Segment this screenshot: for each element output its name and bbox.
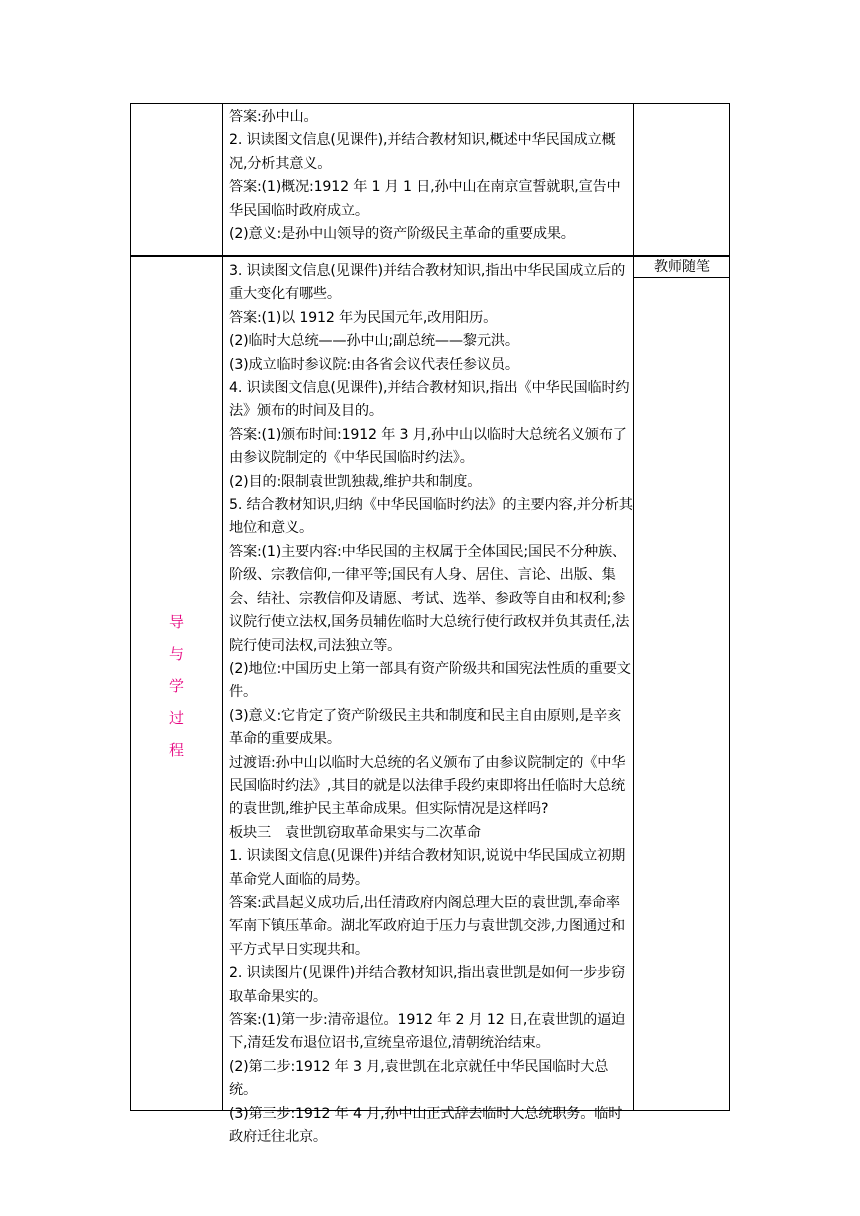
text-line: (3)意义:它肯定了资产阶级民主共和制度和民主自由原则,是辛亥革命的重要成果。: [229, 707, 622, 748]
text-line: 答案:(1)第一步:清帝退位。1912 年 2 月 12 日,在袁世凯的逼迫下,清廷发布退位诏书,宣统皇帝退位,清朝统治结束。: [229, 1012, 626, 1052]
text-line: (2)目的:限制袁世凯独裁,维护共和制度。: [229, 473, 482, 490]
text-line: 答案:(1)主要内容:中华民国的主权属于全体国民;国民不分种族、阶级、宗教信仰,一律平等;国民有人身、居住、言论、出版、集会、结社、宗教信仰及请愿、考试、选举、参政等自由和权利;参议院行使立法权,国务员辅佐临时大总统行使行政权并负其责任,法院行使司法权,司法独立等。: [229, 543, 630, 654]
text-line: (3)第三步:1912 年 4 月,孙中山正式辞去临时大总统职务。临时政府迁往北京。: [229, 1105, 623, 1146]
text-line: (2)意义:是孙中山领导的资产阶级民主革命的重要成果。: [229, 226, 575, 243]
text-line: 答案:孙中山。: [229, 109, 318, 125]
text-line: 2. 识读图片(见课件)并结合教材知识,指出袁世凯是如何一步步窃取革命果实的。: [229, 965, 626, 1005]
side-label-char: 与: [168, 645, 184, 663]
section-2-content: [229, 260, 633, 1149]
text-line: 答案:(1)颁布时间:1912 年 3 月,孙中山以临时大总统名义颁布了由参议院制定的《中华民国临时约法》。: [229, 426, 627, 467]
notes-header-divider: [633, 277, 730, 278]
side-label-char: 过: [168, 709, 184, 727]
section-heading: 板块三 袁世凯窃取革命果实与二次革命: [229, 824, 481, 841]
side-label-char: 学: [168, 677, 184, 695]
text-line: 答案:(1)概况:1912 年 1 月 1 日,孙中山在南京宣誓就职,宣告中华民国临时政府成立。: [229, 179, 621, 219]
text-line: 答案:(1)以 1912 年为民国元年,改用阳历。: [229, 309, 498, 326]
table-border-top: [130, 103, 730, 104]
text-line: 2. 识读图文信息(见课件),并结合教材知识,概述中华民国成立概况,分析其意义。: [229, 132, 616, 172]
text-line: (2)第二步:1912 年 3 月,袁世凯在北京就任中华民国临时大总统。: [229, 1058, 609, 1099]
text-line: 4. 识读图文信息(见课件),并结合教材知识,指出《中华民国临时约法》颁布的时间及目的。: [229, 380, 630, 420]
text-line: 过渡语:孙中山以临时大总统的名义颁布了由参议院制定的《中华民国临时约法》,其目的就是以法律手段约束即将出任临时大总统的袁世凯,维护民主革命成果。但实际情况是这样吗?: [229, 754, 626, 818]
side-label-char: 导: [168, 613, 184, 631]
side-label-char: 程: [168, 741, 184, 759]
teacher-notes-header: 教师随笔: [654, 259, 710, 275]
text-line: 3. 识读图文信息(见课件)并结合教材知识,指出中华民国成立后的重大变化有哪些。: [229, 263, 626, 303]
text-line: (2)临时大总统——孙中山;副总统——黎元洪。: [229, 333, 519, 350]
text-line: (3)成立临时参议院:由各省会议代表任参议员。: [229, 356, 519, 373]
text-line: 答案:武昌起义成功后,出任清政府内阁总理大臣的袁世凯,奉命率军南下镇压革命。湖北军政府迫于压力与袁世凯交涉,力图通过和平方式早日实现共和。: [229, 894, 625, 958]
text-line: 1. 识读图文信息(见课件)并结合教材知识,说说中华民国成立初期革命党人面临的局势。: [229, 848, 626, 888]
text-line: (2)地位:中国历史上第一部具有资产阶级共和国宪法性质的重要文件。: [229, 660, 631, 701]
side-label-guide-learning-process: [130, 606, 223, 766]
text-line: 5. 结合教材知识,归纳《中华民国临时约法》的主要内容,并分析其地位和意义。: [229, 497, 633, 537]
section-1-content: [229, 106, 633, 246]
